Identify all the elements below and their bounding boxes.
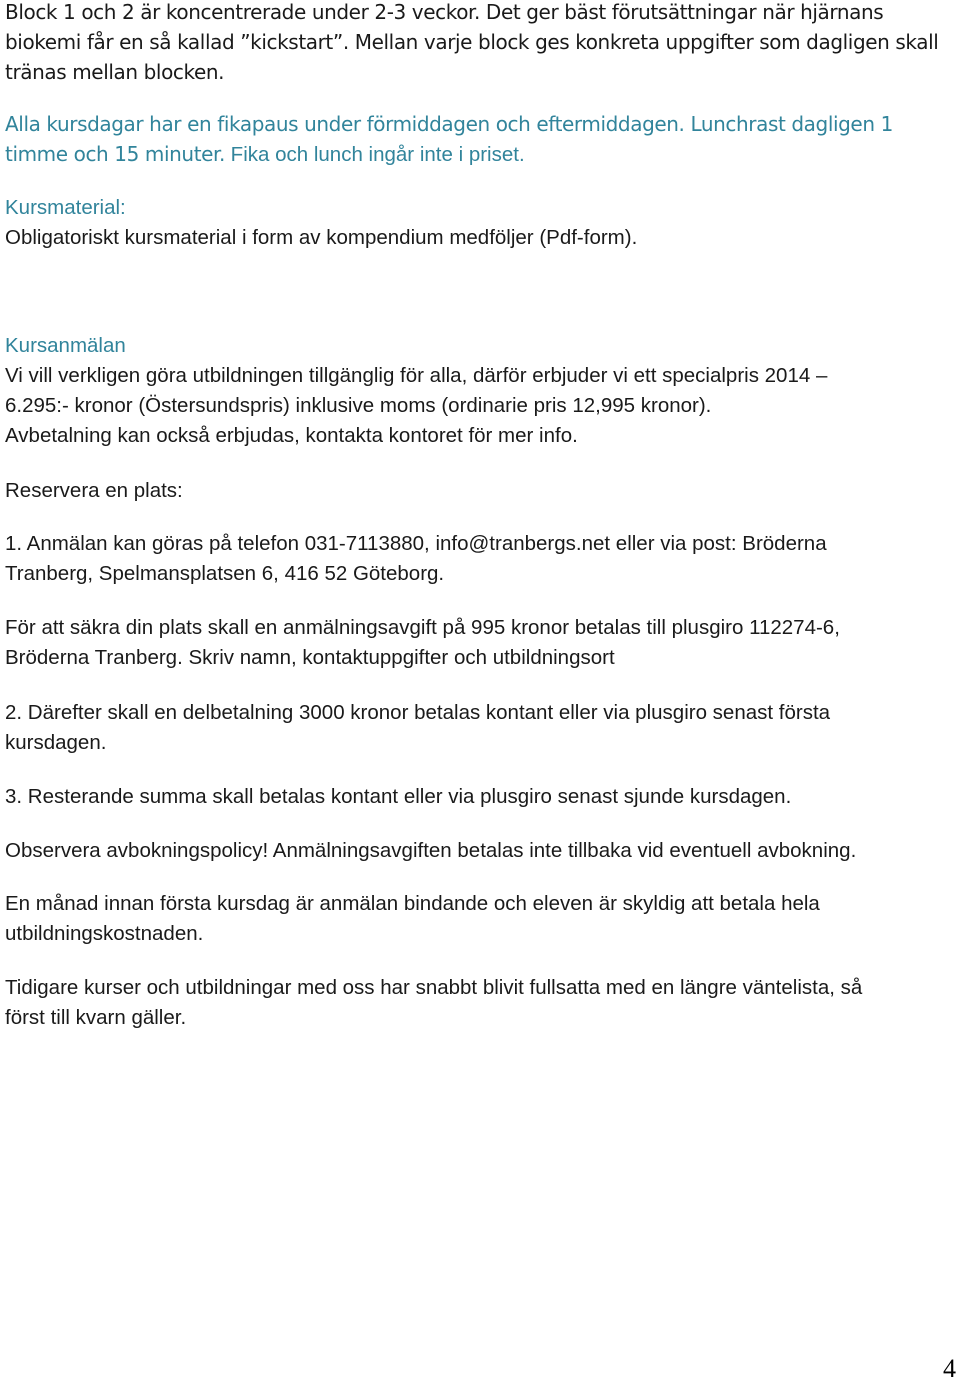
registration-line: Vi vill verkligen göra utbildningen tillgänglig för alla, därför erbjuder vi ett specialpris 2014 –: [5, 364, 828, 387]
breaks-lunch-duration: timme och 15 minuter.: [5, 142, 225, 166]
material-heading: Kursmaterial:: [5, 196, 126, 219]
registration-heading: Kursanmälan: [5, 334, 126, 357]
reserve-fee-paragraph: För att säkra din plats skall en anmälningsavgift på 995 kronor betalas till plusgiro 112274-6, Bröderna Tranberg. Skriv namn, kontaktuppgifter och utbildningsort: [5, 616, 840, 669]
breaks-line: Alla kursdagar har en fikapaus under förmiddagen och eftermiddagen. Lunchrast dagligen 1: [5, 112, 893, 136]
page-number: 4: [943, 1354, 956, 1383]
reserve-heading: Reservera en plats:: [5, 479, 183, 502]
reserve-step-3: 3. Resterande summa skall betalas kontant eller via plusgiro senast sjunde kursdagen.: [5, 785, 792, 808]
intro-line: biokemi får en så kallad ”kickstart”. Mellan varje block ges konkreta uppgifter som dagligen skall: [5, 30, 939, 54]
material-text: Obligatoriskt kursmaterial i form av kompendium medföljer (Pdf-form).: [5, 226, 638, 249]
breaks-paragraph: [5, 109, 893, 170]
registration-line: Avbetalning kan också erbjudas, kontakta kontoret för mer info.: [5, 424, 578, 447]
registration-line: 6.295:- kronor (Östersundspris) inklusive moms (ordinarie pris 12,995 kronor).: [5, 394, 712, 417]
breaks-fika-note: Fika och lunch ingår inte i priset.: [224, 143, 525, 166]
reserve-step-2: 2. Därefter skall en delbetalning 3000 kronor betalas kontant eller via plusgiro senast första kursdagen.: [5, 701, 831, 754]
reserve-step-1: 1. Anmälan kan göras på telefon 031-7113880, info@tranbergs.net eller via post: Bröderna Tranberg, Spelmansplatsen 6, 416 52 Göteborg.: [5, 532, 827, 585]
registration-paragraph: [5, 361, 827, 451]
cancellation-policy: Observera avbokningspolicy! Anmälningsavgiften betalas inte tillbaka vid eventuell avbokning.: [5, 839, 857, 862]
intro-paragraph: [5, 0, 938, 87]
binding-paragraph: En månad innan första kursdag är anmälan bindande och eleven är skyldig att betala hela utbildningskostnaden.: [5, 892, 820, 945]
waitlist-paragraph: Tidigare kurser och utbildningar med oss har snabbt blivit fullsatta med en längre väntelista, så först till kvarn gäller.: [5, 976, 863, 1029]
intro-line: Block 1 och 2 är koncentrerade under 2-3 veckor. Det ger bäst förutsättningar när hjärnans: [5, 0, 884, 24]
intro-line: tränas mellan blocken.: [5, 60, 225, 84]
